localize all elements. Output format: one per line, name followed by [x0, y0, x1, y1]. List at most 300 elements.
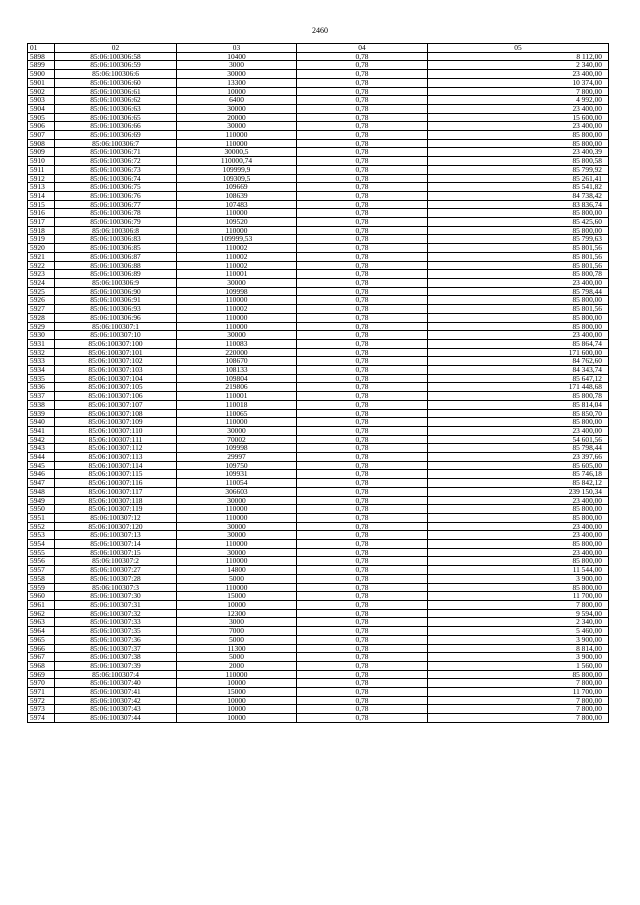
rate-cell: 0,78 — [297, 70, 428, 79]
area-cell: 107483 — [177, 200, 297, 209]
table-row — [28, 653, 609, 662]
area-cell: 30000 — [177, 548, 297, 557]
table-row — [28, 200, 609, 209]
row-number-cell: 5924 — [28, 278, 55, 287]
row-number-cell: 5958 — [28, 574, 55, 583]
cadastral-number-cell: 85:06:100306:78 — [55, 209, 177, 218]
cadastral-number-cell: 85:06:100307:28 — [55, 574, 177, 583]
area-cell: 109309,5 — [177, 174, 297, 183]
area-cell: 15000 — [177, 688, 297, 697]
row-number-cell: 5902 — [28, 87, 55, 96]
amount-cell: 8 814,00 — [428, 644, 609, 653]
amount-cell: 85 800,00 — [428, 505, 609, 514]
cadastral-number-cell: 85:06:100307:10 — [55, 331, 177, 340]
area-cell: 110002 — [177, 252, 297, 261]
amount-cell: 85 605,00 — [428, 461, 609, 470]
cadastral-number-cell: 85:06:100307:120 — [55, 522, 177, 531]
rate-cell: 0,78 — [297, 278, 428, 287]
amount-cell: 85 850,70 — [428, 409, 609, 418]
area-cell: 5000 — [177, 635, 297, 644]
table-row — [28, 78, 609, 87]
table-row — [28, 313, 609, 322]
rate-cell: 0,78 — [297, 104, 428, 113]
rate-cell: 0,78 — [297, 322, 428, 331]
table-row — [28, 426, 609, 435]
rate-cell: 0,78 — [297, 426, 428, 435]
cadastral-number-cell: 85:06:100307:115 — [55, 470, 177, 479]
table-body — [28, 52, 609, 722]
row-number-cell: 5942 — [28, 435, 55, 444]
area-cell: 110000 — [177, 670, 297, 679]
table-row — [28, 627, 609, 636]
row-number-cell: 5920 — [28, 244, 55, 253]
row-number-cell: 5947 — [28, 479, 55, 488]
row-number-cell: 5959 — [28, 583, 55, 592]
table-row — [28, 400, 609, 409]
amount-cell: 85 864,74 — [428, 339, 609, 348]
cadastral-number-cell: 85:06:100307:31 — [55, 601, 177, 610]
rate-cell: 0,78 — [297, 583, 428, 592]
area-cell: 110000 — [177, 418, 297, 427]
row-number-cell: 5965 — [28, 635, 55, 644]
area-cell: 109931 — [177, 470, 297, 479]
row-number-cell: 5940 — [28, 418, 55, 427]
rate-cell: 0,78 — [297, 688, 428, 697]
row-number-cell: 5952 — [28, 522, 55, 531]
table-row — [28, 644, 609, 653]
rate-cell: 0,78 — [297, 618, 428, 627]
rate-cell: 0,78 — [297, 487, 428, 496]
row-number-cell: 5935 — [28, 374, 55, 383]
row-number-cell: 5923 — [28, 270, 55, 279]
header-row — [28, 44, 609, 53]
amount-cell: 3 900,00 — [428, 653, 609, 662]
rate-cell: 0,78 — [297, 461, 428, 470]
table-row — [28, 618, 609, 627]
row-number-cell: 5963 — [28, 618, 55, 627]
rate-cell: 0,78 — [297, 418, 428, 427]
cadastral-number-cell: 85:06:100307:105 — [55, 383, 177, 392]
row-number-cell: 5964 — [28, 627, 55, 636]
amount-cell: 23 400,39 — [428, 148, 609, 157]
rate-cell: 0,78 — [297, 165, 428, 174]
rate-cell: 0,78 — [297, 348, 428, 357]
area-cell: 2000 — [177, 661, 297, 670]
row-number-cell: 5973 — [28, 705, 55, 714]
amount-cell: 54 601,56 — [428, 435, 609, 444]
row-number-cell: 5974 — [28, 714, 55, 723]
area-cell: 5000 — [177, 653, 297, 662]
amount-cell: 83 836,74 — [428, 200, 609, 209]
row-number-cell: 5948 — [28, 487, 55, 496]
row-number-cell: 5925 — [28, 287, 55, 296]
amount-cell: 85 801,56 — [428, 261, 609, 270]
table-row — [28, 278, 609, 287]
area-cell: 6400 — [177, 96, 297, 105]
table-row — [28, 418, 609, 427]
table-row — [28, 252, 609, 261]
area-cell: 30000 — [177, 122, 297, 131]
rate-cell: 0,78 — [297, 96, 428, 105]
amount-cell: 7 800,00 — [428, 679, 609, 688]
table-row — [28, 218, 609, 227]
row-number-cell: 5934 — [28, 366, 55, 375]
area-cell: 30000 — [177, 278, 297, 287]
area-cell: 110065 — [177, 409, 297, 418]
row-number-cell: 5945 — [28, 461, 55, 470]
amount-cell: 85 842,12 — [428, 479, 609, 488]
amount-cell: 84 738,42 — [428, 191, 609, 200]
cadastral-number-cell: 85:06:100306:8 — [55, 226, 177, 235]
rate-cell: 0,78 — [297, 661, 428, 670]
table-row — [28, 374, 609, 383]
amount-cell: 85 647,12 — [428, 374, 609, 383]
table-row — [28, 513, 609, 522]
amount-cell: 239 150,34 — [428, 487, 609, 496]
cadastral-number-cell: 85:06:100307:12 — [55, 513, 177, 522]
table-row — [28, 531, 609, 540]
amount-cell: 11 700,00 — [428, 592, 609, 601]
row-number-cell: 5917 — [28, 218, 55, 227]
cadastral-number-cell: 85:06:100306:85 — [55, 244, 177, 253]
amount-cell: 85 798,44 — [428, 444, 609, 453]
cadastral-number-cell: 85:06:100306:7 — [55, 139, 177, 148]
amount-cell: 23 400,00 — [428, 104, 609, 113]
cadastral-number-cell: 85:06:100307:106 — [55, 392, 177, 401]
amount-cell: 2 340,00 — [428, 618, 609, 627]
cadastral-number-cell: 85:06:100307:43 — [55, 705, 177, 714]
row-number-cell: 5967 — [28, 653, 55, 662]
area-cell: 10000 — [177, 87, 297, 96]
rate-cell: 0,78 — [297, 409, 428, 418]
table-row — [28, 131, 609, 140]
area-cell: 110000 — [177, 540, 297, 549]
cadastral-number-cell: 85:06:100306:77 — [55, 200, 177, 209]
rate-cell: 0,78 — [297, 496, 428, 505]
amount-cell: 85 800,00 — [428, 296, 609, 305]
amount-cell: 7 800,00 — [428, 714, 609, 723]
rate-cell: 0,78 — [297, 383, 428, 392]
row-number-cell: 5915 — [28, 200, 55, 209]
row-number-cell: 5949 — [28, 496, 55, 505]
row-number-cell: 5908 — [28, 139, 55, 148]
table-row — [28, 409, 609, 418]
amount-cell: 85 800,00 — [428, 513, 609, 522]
area-cell: 219806 — [177, 383, 297, 392]
cadastral-number-cell: 85:06:100306:58 — [55, 52, 177, 61]
table-row — [28, 183, 609, 192]
area-cell: 109669 — [177, 183, 297, 192]
cadastral-number-cell: 85:06:100306:87 — [55, 252, 177, 261]
rate-cell: 0,78 — [297, 435, 428, 444]
amount-cell: 85 798,44 — [428, 287, 609, 296]
amount-cell: 85 800,00 — [428, 322, 609, 331]
table-row — [28, 209, 609, 218]
cadastral-number-cell: 85:06:100307:27 — [55, 566, 177, 575]
area-cell: 30000,5 — [177, 148, 297, 157]
area-cell: 110000 — [177, 209, 297, 218]
table-row — [28, 505, 609, 514]
table-row — [28, 322, 609, 331]
rate-cell: 0,78 — [297, 644, 428, 653]
row-number-cell: 5957 — [28, 566, 55, 575]
rate-cell: 0,78 — [297, 531, 428, 540]
table-row — [28, 696, 609, 705]
cadastral-number-cell: 85:06:100307:119 — [55, 505, 177, 514]
table-row — [28, 157, 609, 166]
table-row — [28, 174, 609, 183]
table-row — [28, 52, 609, 61]
area-cell: 110001 — [177, 392, 297, 401]
cadastral-number-cell: 85:06:100307:108 — [55, 409, 177, 418]
cadastral-number-cell: 85:06:100307:114 — [55, 461, 177, 470]
cadastral-number-cell: 85:06:100307:110 — [55, 426, 177, 435]
area-cell: 110001 — [177, 270, 297, 279]
row-number-cell: 5946 — [28, 470, 55, 479]
row-number-cell: 5960 — [28, 592, 55, 601]
table-row — [28, 688, 609, 697]
table-header — [28, 44, 609, 53]
cadastral-number-cell: 85:06:100307:111 — [55, 435, 177, 444]
amount-cell: 4 992,00 — [428, 96, 609, 105]
rate-cell: 0,78 — [297, 392, 428, 401]
cadastral-number-cell: 85:06:100306:59 — [55, 61, 177, 70]
table-row — [28, 357, 609, 366]
amount-cell: 85 800,00 — [428, 540, 609, 549]
row-number-cell: 5912 — [28, 174, 55, 183]
row-number-cell: 5921 — [28, 252, 55, 261]
rate-cell: 0,78 — [297, 653, 428, 662]
table-row — [28, 235, 609, 244]
area-cell: 110002 — [177, 244, 297, 253]
area-cell: 110000 — [177, 583, 297, 592]
amount-cell: 85 800,78 — [428, 270, 609, 279]
rate-cell: 0,78 — [297, 226, 428, 235]
row-number-cell: 5909 — [28, 148, 55, 157]
amount-cell: 85 800,00 — [428, 557, 609, 566]
table-row — [28, 435, 609, 444]
amount-cell: 23 400,00 — [428, 496, 609, 505]
area-cell: 30000 — [177, 522, 297, 531]
amount-cell: 85 800,00 — [428, 583, 609, 592]
rate-cell: 0,78 — [297, 670, 428, 679]
amount-cell: 23 397,66 — [428, 453, 609, 462]
table-row — [28, 444, 609, 453]
amount-cell: 23 400,00 — [428, 278, 609, 287]
cadastral-number-cell: 85:06:100307:101 — [55, 348, 177, 357]
area-cell: 3000 — [177, 61, 297, 70]
amount-cell: 23 400,00 — [428, 331, 609, 340]
cadastral-number-cell: 85:06:100306:88 — [55, 261, 177, 270]
cadastral-number-cell: 85:06:100306:96 — [55, 313, 177, 322]
area-cell: 110000 — [177, 139, 297, 148]
table-row — [28, 270, 609, 279]
amount-cell: 85 800,00 — [428, 226, 609, 235]
amount-cell: 171 448,68 — [428, 383, 609, 392]
area-cell: 220000 — [177, 348, 297, 357]
area-cell: 7000 — [177, 627, 297, 636]
column-header-05: 05 — [428, 44, 609, 53]
table-row — [28, 148, 609, 157]
cadastral-number-cell: 85:06:100307:15 — [55, 548, 177, 557]
amount-cell: 85 800,00 — [428, 209, 609, 218]
area-cell: 30000 — [177, 531, 297, 540]
table-row — [28, 113, 609, 122]
area-cell: 108133 — [177, 366, 297, 375]
row-number-cell: 5918 — [28, 226, 55, 235]
rate-cell: 0,78 — [297, 174, 428, 183]
table-row — [28, 479, 609, 488]
table-row — [28, 548, 609, 557]
table-row — [28, 592, 609, 601]
row-number-cell: 5955 — [28, 548, 55, 557]
table-row — [28, 583, 609, 592]
cadastral-number-cell: 85:06:100307:39 — [55, 661, 177, 670]
table-row — [28, 348, 609, 357]
cadastral-number-cell: 85:06:100307:36 — [55, 635, 177, 644]
cadastral-number-cell: 85:06:100306:60 — [55, 78, 177, 87]
column-header-02: 02 — [55, 44, 177, 53]
area-cell: 110002 — [177, 261, 297, 270]
table-row — [28, 661, 609, 670]
rate-cell: 0,78 — [297, 339, 428, 348]
rate-cell: 0,78 — [297, 592, 428, 601]
area-cell: 109999,9 — [177, 165, 297, 174]
cadastral-number-cell: 85:06:100306:62 — [55, 96, 177, 105]
rate-cell: 0,78 — [297, 270, 428, 279]
row-number-cell: 5951 — [28, 513, 55, 522]
area-cell: 110018 — [177, 400, 297, 409]
amount-cell: 85 800,00 — [428, 131, 609, 140]
row-number-cell: 5905 — [28, 113, 55, 122]
amount-cell: 85 814,04 — [428, 400, 609, 409]
rate-cell: 0,78 — [297, 313, 428, 322]
column-header-03: 03 — [177, 44, 297, 53]
cadastral-number-cell: 85:06:100306:83 — [55, 235, 177, 244]
area-cell: 30000 — [177, 426, 297, 435]
cadastral-number-cell: 85:06:100306:65 — [55, 113, 177, 122]
table-row — [28, 226, 609, 235]
amount-cell: 85 800,00 — [428, 670, 609, 679]
rate-cell: 0,78 — [297, 261, 428, 270]
row-number-cell: 5927 — [28, 305, 55, 314]
cadastral-number-cell: 85:06:100306:89 — [55, 270, 177, 279]
area-cell: 110000 — [177, 322, 297, 331]
area-cell: 14800 — [177, 566, 297, 575]
rate-cell: 0,78 — [297, 305, 428, 314]
amount-cell: 23 400,00 — [428, 522, 609, 531]
cadastral-number-cell: 85:06:100306:91 — [55, 296, 177, 305]
row-number-cell: 5969 — [28, 670, 55, 679]
area-cell: 110000 — [177, 313, 297, 322]
cadastral-number-cell: 85:06:100307:44 — [55, 714, 177, 723]
table-row — [28, 244, 609, 253]
amount-cell: 23 400,00 — [428, 426, 609, 435]
area-cell: 109804 — [177, 374, 297, 383]
row-number-cell: 5906 — [28, 122, 55, 131]
table-row — [28, 496, 609, 505]
cadastral-number-cell: 85:06:100307:116 — [55, 479, 177, 488]
table-row — [28, 104, 609, 113]
table-row — [28, 122, 609, 131]
cadastral-number-cell: 85:06:100306:75 — [55, 183, 177, 192]
area-cell: 11300 — [177, 644, 297, 653]
rate-cell: 0,78 — [297, 470, 428, 479]
table-row — [28, 139, 609, 148]
amount-cell: 85 799,92 — [428, 165, 609, 174]
amount-cell: 23 400,00 — [428, 531, 609, 540]
amount-cell: 23 400,00 — [428, 70, 609, 79]
amount-cell: 85 801,56 — [428, 305, 609, 314]
row-number-cell: 5929 — [28, 322, 55, 331]
table-row — [28, 339, 609, 348]
area-cell: 10000 — [177, 696, 297, 705]
amount-cell: 3 900,00 — [428, 574, 609, 583]
cadastral-number-cell: 85:06:100306:61 — [55, 87, 177, 96]
cadastral-number-cell: 85:06:100306:71 — [55, 148, 177, 157]
register-table — [27, 43, 609, 723]
amount-cell: 85 800,00 — [428, 139, 609, 148]
table-row — [28, 574, 609, 583]
amount-cell: 85 800,78 — [428, 392, 609, 401]
cadastral-number-cell: 85:06:100306:73 — [55, 165, 177, 174]
rate-cell: 0,78 — [297, 52, 428, 61]
area-cell: 70002 — [177, 435, 297, 444]
rate-cell: 0,78 — [297, 209, 428, 218]
amount-cell: 9 594,00 — [428, 609, 609, 618]
row-number-cell: 5961 — [28, 601, 55, 610]
area-cell: 3000 — [177, 618, 297, 627]
amount-cell: 85 746,18 — [428, 470, 609, 479]
cadastral-number-cell: 85:06:100306:76 — [55, 191, 177, 200]
area-cell: 306603 — [177, 487, 297, 496]
rate-cell: 0,78 — [297, 505, 428, 514]
row-number-cell: 5911 — [28, 165, 55, 174]
row-number-cell: 5914 — [28, 191, 55, 200]
column-header-04: 04 — [297, 44, 428, 53]
amount-cell: 85 425,60 — [428, 218, 609, 227]
table-row — [28, 70, 609, 79]
table-row — [28, 453, 609, 462]
cadastral-number-cell: 85:06:100306:69 — [55, 131, 177, 140]
cadastral-number-cell: 85:06:100306:90 — [55, 287, 177, 296]
rate-cell: 0,78 — [297, 574, 428, 583]
row-number-cell: 5939 — [28, 409, 55, 418]
rate-cell: 0,78 — [297, 557, 428, 566]
row-number-cell: 5937 — [28, 392, 55, 401]
area-cell: 20000 — [177, 113, 297, 122]
amount-cell: 85 801,56 — [428, 244, 609, 253]
area-cell: 110000 — [177, 296, 297, 305]
area-cell: 13300 — [177, 78, 297, 87]
table-row — [28, 461, 609, 470]
amount-cell: 171 600,00 — [428, 348, 609, 357]
rate-cell: 0,78 — [297, 566, 428, 575]
rate-cell: 0,78 — [297, 244, 428, 253]
row-number-cell: 5910 — [28, 157, 55, 166]
amount-cell: 7 800,00 — [428, 601, 609, 610]
table-row — [28, 714, 609, 723]
rate-cell: 0,78 — [297, 183, 428, 192]
cadastral-number-cell: 85:06:100307:41 — [55, 688, 177, 697]
cadastral-number-cell: 85:06:100307:4 — [55, 670, 177, 679]
area-cell: 110000 — [177, 505, 297, 514]
cadastral-number-cell: 85:06:100307:33 — [55, 618, 177, 627]
cadastral-number-cell: 85:06:100307:30 — [55, 592, 177, 601]
table-row — [28, 165, 609, 174]
cadastral-number-cell: 85:06:100306:66 — [55, 122, 177, 131]
row-number-cell: 5901 — [28, 78, 55, 87]
